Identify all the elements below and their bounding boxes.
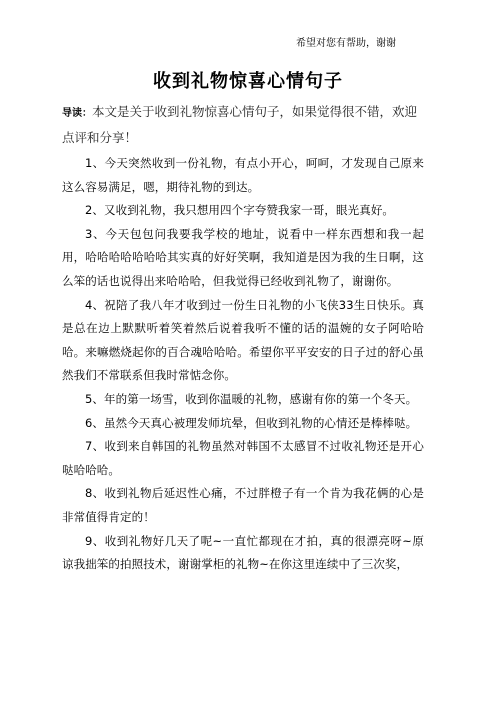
header-note: 希望对您有帮助，谢谢 [296, 38, 396, 49]
list-item-6: 6、虽然今天真心被理发师坑晕，但收到礼物的心情还是棒棒哒。 [85, 415, 418, 430]
list-item-8: 8、收到礼物后延迟性心痛，不过胖橙子有一个肯为我花俩的心是非常值得肯定的！ [62, 486, 424, 524]
document-title: 收到礼物惊喜心情句子 [153, 71, 343, 92]
list-item-2: 2、又收到礼物，我只想用四个字夸赞我家一哥，眼光真好。 [85, 203, 395, 218]
intro-paragraph [62, 100, 424, 150]
list-item-9: 9、收到礼物好几天了呢~一直忙都现在才拍，真的很漂亮呀~原谅我拙笨的拍照技术，谢谢掌柜的礼物~在你这里连续中了三次奖， [62, 533, 424, 572]
intro-label: 导读： [62, 108, 92, 119]
list-item-5: 5、年的第一场雪，收到你温暖的礼物，感谢有你的第一个冬天。 [85, 391, 418, 406]
list-item-3: 3、今天包包问我要我学校的地址，说看中一样东西想和我一起用，哈哈哈哈哈哈哈其实真的好好笑啊，我知道是因为我的生日啊，这么笨的话也说得出来哈哈哈，但我觉得已经收到礼物了，谢谢你。 [62, 226, 424, 288]
list-item-7: 7、收到来自韩国的礼物虽然对韩国不太感冒不过收礼物还是开心哒哈哈哈。 [62, 439, 424, 477]
intro-text: 本文是关于收到礼物惊喜心情句子，如果觉得很不错，欢迎点评和分享！ [62, 104, 418, 145]
list-item-4: 4、祝陪了我八年才收到过一份生日礼物的小飞侠33生日快乐。真是总在边上默默听着笑着然后说着我听不懂的话的温婉的女子阿哈哈哈。来嘛燃烧起你的百合魂哈哈哈。希望你平平安安的日子过的舒心虽然我们不常联系但我时常惦念你。 [62, 297, 424, 383]
list-item-1: 1、今天突然收到一份礼物，有点小开心，呵呵，才发现自己原来这么容易满足，嗯，期待礼物的到达。 [62, 156, 424, 194]
document-body [62, 100, 424, 577]
